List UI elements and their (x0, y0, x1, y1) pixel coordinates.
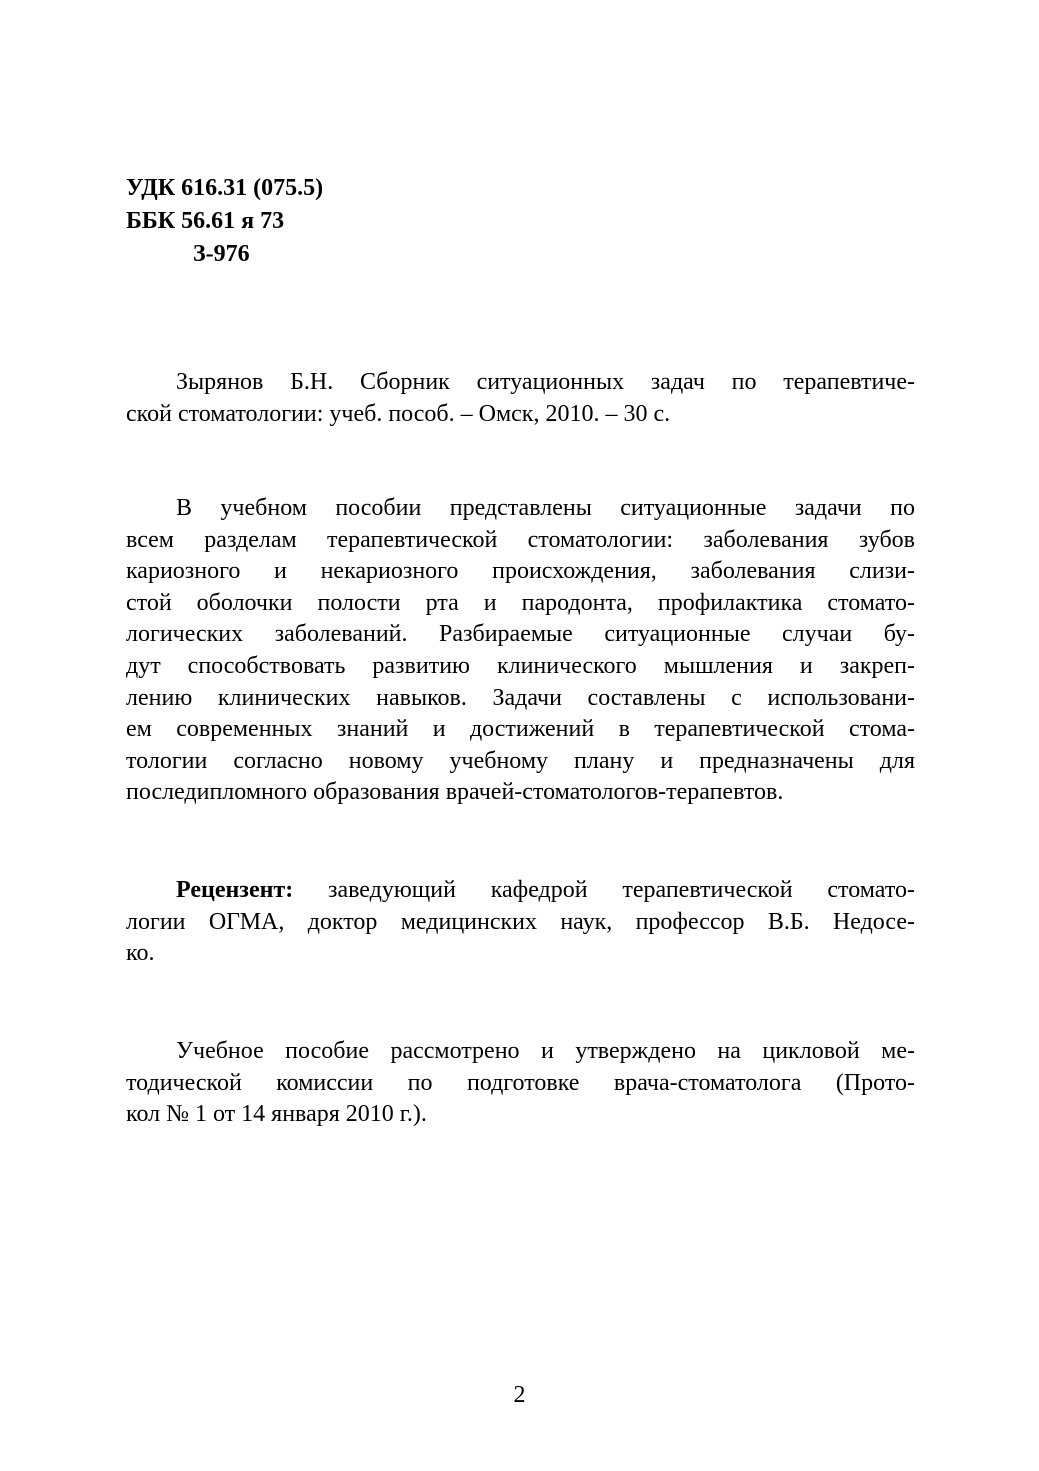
text-line: ем современных знаний и достижений в терапевтической стома- (126, 716, 915, 743)
author-sign: З-976 (193, 241, 250, 267)
text-line: В учебном пособии представлены ситуационные задачи по (176, 495, 915, 521)
text-line: дут способствовать развитию клинического мышления и закреп- (126, 652, 915, 679)
text-line: лению клинических навыков. Задачи составлены с использовани- (126, 684, 915, 711)
text-line: ко. (126, 940, 155, 967)
text-line: тологии согласно новому учебному плану и предназначены для (126, 747, 915, 774)
annotation-paragraph (126, 493, 915, 809)
text-line (126, 875, 915, 907)
udk-code: УДК 616.31 (075.5) (126, 175, 324, 201)
text-line: Зырянов Б.Н. Сборник ситуационных задач по терапевтиче- (176, 369, 915, 395)
text-line: тодической комиссии по подготовке врача-стоматолога (Прото- (126, 1069, 915, 1096)
approval-paragraph (126, 1036, 915, 1131)
bibliographic-description (126, 367, 915, 430)
bbk-code: ББК 56.61 я 73 (126, 208, 285, 234)
text-line: ской стоматологии: учеб. пособ. – Омск, 2010. – 30 с. (126, 400, 671, 427)
text-line: кол № 1 от 14 января 2010 г.). (126, 1101, 427, 1128)
text-line: всем разделам терапевтической стоматологии: заболевания зубов (126, 526, 915, 553)
text-line: Учебное пособие рассмотрено и утверждено на цикловой ме- (176, 1038, 915, 1064)
reviewer-text: заведующий кафедрой терапевтической стомато- (293, 877, 915, 903)
reviewer-label: Рецензент: (176, 877, 294, 903)
text-line: последипломного образования врачей-стоматологов-терапевтов. (126, 779, 784, 806)
text-line: логии ОГМА, доктор медицинских наук, профессор В.Б. Недосе- (126, 908, 915, 935)
page-number: 2 (513, 1382, 526, 1408)
reviewer-paragraph (126, 875, 915, 970)
text-line: стой оболочки полости рта и пародонта, профилактика стомато- (126, 589, 915, 616)
text-line: кариозного и некариозного происхождения, заболевания слизи- (126, 558, 915, 585)
text-line: логических заболеваний. Разбираемые ситуационные случаи бу- (126, 621, 915, 648)
classification-codes (126, 172, 323, 271)
